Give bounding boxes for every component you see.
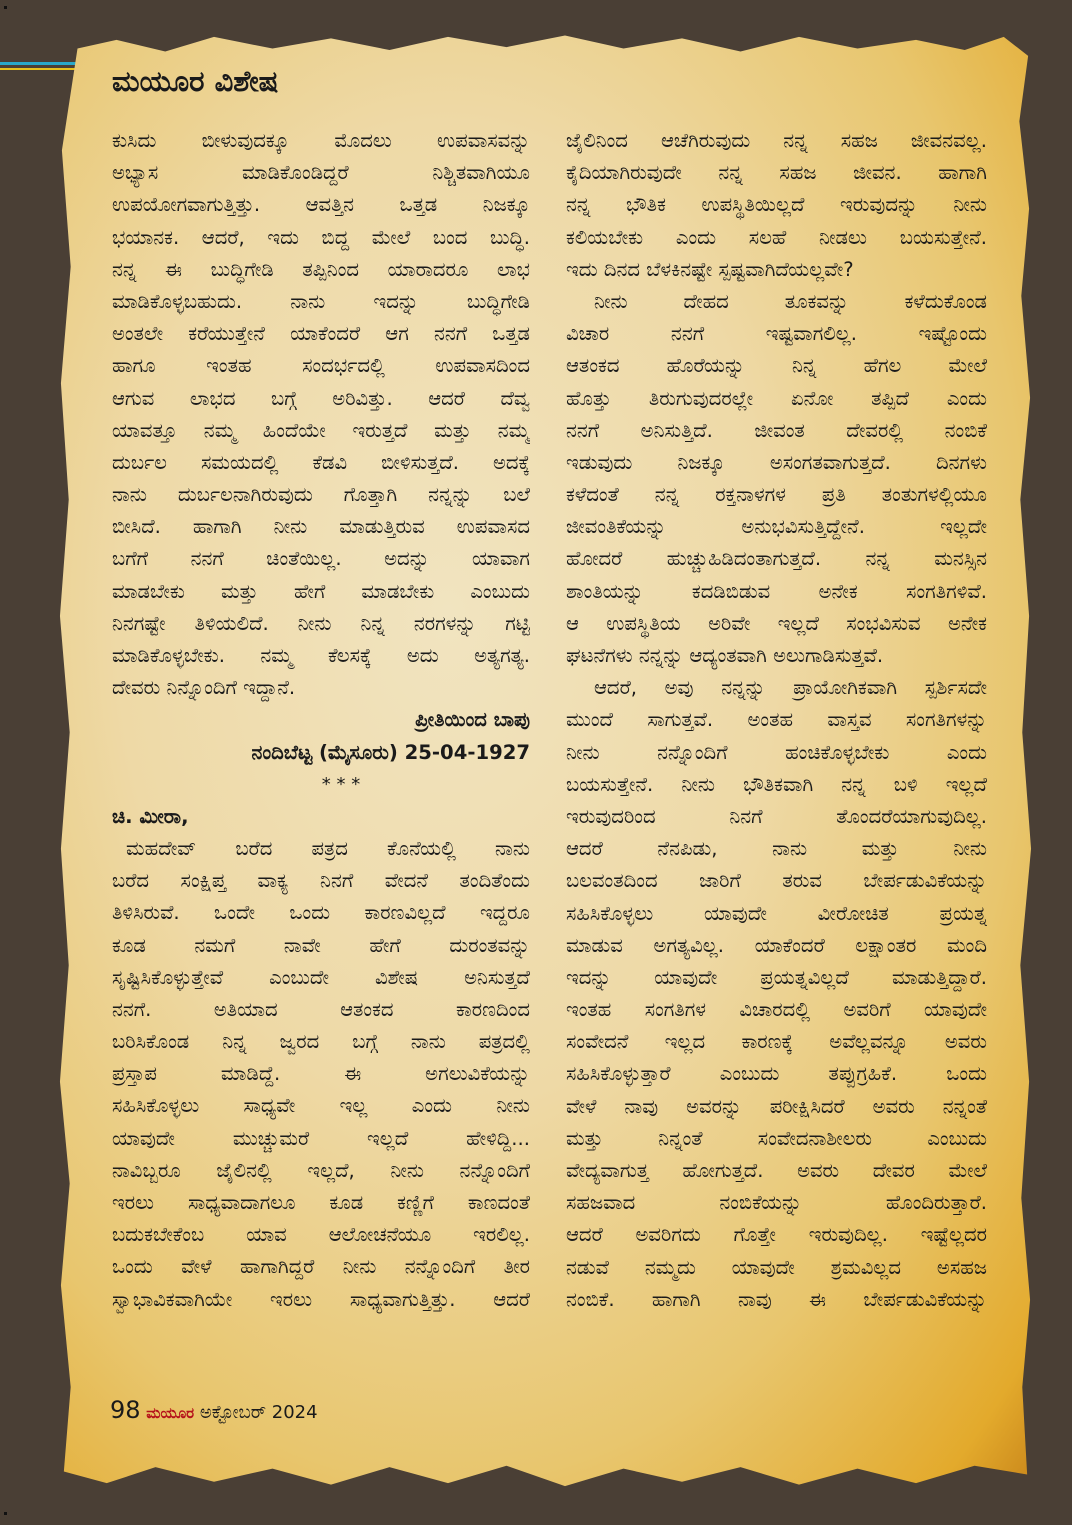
text-line: ಆಗುವ ಲಾಭದ ಬಗ್ಗೆ ಅರಿವಿತ್ತು. ಆದರೆ ದೆವ್ವ — [112, 386, 530, 410]
text-line: ಸಹಿಸಿಕೊಳ್ಳಲು ಸಾಧ್ಯವೇ ಇಲ್ಲ ಎಂದು ನೀನು — [112, 1094, 530, 1118]
text-line: ಮಾಡಿಕೊಳ್ಳಬಹುದು. ನಾನು ಇದನ್ನು ಬುದ್ಧಿಗೇಡಿ — [112, 289, 530, 313]
text-line: ಬದುಕಬೇಕೆಂಬ ಯಾವ ಆಲೋಚನೆಯೂ ಇರಲಿಲ್ಲ. — [112, 1223, 530, 1247]
paragraph — [566, 125, 987, 286]
text-line: ಬರಿಸಿಕೊಂಡ ನಿನ್ನ ಜ್ವರದ ಬಗ್ಗೆ ನಾನು ಪತ್ರದಲ್ಲಿ — [112, 1030, 530, 1054]
paragraph — [112, 125, 530, 704]
text-line: ಕೈದಿಯಾಗಿರುವುದೇ ನನ್ನ ಸಹಜ ಜೀವನ. ಹಾಗಾಗಿ — [566, 161, 987, 185]
text-line: ಮುಂದೆ ಸಾಗುತ್ತವೆ. ಅಂತಹ ವಾಸ್ತವ ಸಂಗತಿಗಳನ್ನು — [566, 708, 987, 732]
text-line: ಯಾವತ್ತೂ ನಮ್ಮ ಹಿಂದೆಯೇ ಇರುತ್ತದೆ ಮತ್ತು ನಮ್ಮ — [112, 418, 530, 442]
issue-date: ಅಕ್ಟೋಬರ್ 2024 — [199, 1402, 318, 1423]
left-column — [112, 125, 530, 1316]
text-line: ವಿಚಾರ ನನಗೆ ಇಷ್ಟವಾಗಲಿಲ್ಲ. ಇಷ್ಟೊಂದು — [566, 322, 987, 346]
text-line: ನನಗೆ. ಅತಿಯಾದ ಆತಂಕದ ಕಾರಣದಿಂದ — [112, 997, 530, 1021]
text-line: ಸೃಷ್ಟಿಸಿಕೊಳ್ಳುತ್ತೇವೆ ಎಂಬುದೇ ವಿಶೇಷ ಅನಿಸುತ್ತದೆ — [112, 965, 530, 989]
text-line: ಆದರೆ, ಅವು ನನ್ನನ್ನು ಪ್ರಾಯೋಗಿಕವಾಗಿ ಸ್ಪರ್ಶಿಸದೇ — [594, 676, 987, 700]
text-line: ಮಹದೇವ್ ಬರೆದ ಪತ್ರದ ಕೊನೆಯಲ್ಲಿ ನಾನು — [126, 836, 530, 860]
text-line: ನಂಬಿಕೆ. ಹಾಗಾಗಿ ನಾವು ಈ ಬೇರ್ಪಡುವಿಕೆಯನ್ನು — [566, 1287, 987, 1311]
text-line: ತಿಳಿಸಿರುವೆ. ಒಂದೇ ಒಂದು ಕಾರಣವಿಲ್ಲದೆ ಇದ್ದರೂ — [112, 901, 530, 925]
paragraph — [112, 833, 530, 1316]
text-line: ಇರಲು ಸಾಧ್ಯವಾದಾಗಲೂ ಕೂಡ ಕಣ್ಣಿಗೆ ಕಾಣದಂತೆ — [112, 1191, 530, 1214]
text-line: ಮಾಡುವ ಅಗತ್ಯವಿಲ್ಲ. ಯಾಕೆಂದರೆ ಲಕ್ಷಾಂತರ ಮಂದಿ — [566, 933, 987, 957]
text-line: ದೇವರು ನಿನ್ನೊಂದಿಗೆ ಇದ್ದಾನೆ. — [112, 676, 296, 700]
section-title: ಮಯೂರ ವಿಶೇಷ — [112, 64, 279, 98]
text-line: ಸಹಜವಾದ ನಂಬಿಕೆಯನ್ನು ಹೊಂದಿರುತ್ತಾರೆ. — [566, 1191, 987, 1215]
right-column — [566, 125, 987, 1316]
text-line: ನೀನು ನನ್ನೊಂದಿಗೆ ಹಂಚಿಕೊಳ್ಳಬೇಕು ಎಂದು — [566, 740, 987, 764]
text-line: ಆ ಉಪಸ್ಥಿತಿಯ ಅರಿವೇ ಇಲ್ಲದೆ ಸಂಭವಿಸುವ ಅನೇಕ — [566, 611, 987, 635]
text-line: ಕಳೆದಂತೆ ನನ್ನ ರಕ್ತನಾಳಗಳ ಪ್ರತಿ ತಂತುಗಳಲ್ಲಿಯೂ — [566, 483, 987, 507]
text-line: ಸಂವೇದನೆ ಇಲ್ಲದ ಕಾರಣಕ್ಕೆ ಅವೆಲ್ಲವನ್ನೂ ಅವರು — [566, 1030, 987, 1054]
page-number: 98 — [110, 1396, 141, 1424]
text-line: ಆದರೆ ನೆನಪಿಡು, ನಾನು ಮತ್ತು ನೀನು — [566, 837, 987, 861]
text-line: ದುರ್ಬಲ ಸಮಯದಲ್ಲಿ ಕೆಡವಿ ಬೀಳಿಸುತ್ತದೆ. ಅದಕ್ಕೆ — [112, 450, 530, 474]
letter-salutation: ಚಿ. ಮೀರಾ, — [112, 804, 189, 828]
text-line: ನಡುವೆ ನಮ್ಮದು ಯಾವುದೇ ಶ್ರಮವಿಲ್ಲದ ಅಸಹಜ — [566, 1255, 987, 1279]
text-line: ಆತಂಕದ ಹೊರೆಯನ್ನು ನಿನ್ನ ಹೆಗಲ ಮೇಲೆ — [566, 354, 987, 378]
trim-mark — [4, 6, 7, 9]
text-line: ನಾವಿಬ್ಬರೂ ಜೈಲಿನಲ್ಲಿ ಇಲ್ಲದೆ, ನೀನು ನನ್ನೊಂದಿಗೆ — [112, 1158, 530, 1182]
text-line: ಉಪಯೋಗವಾಗುತ್ತಿತ್ತು. ಆವತ್ತಿನ ಒತ್ತಡ ನಿಜಕ್ಕೂ — [112, 193, 530, 217]
text-line: ಸಹಿಸಿಕೊಳ್ಳುತ್ತಾರೆ ಎಂಬುದು ತಪ್ಪುಗ್ರಹಿಕೆ. ಒಂದು — [566, 1062, 987, 1086]
text-line: ಇದು ದಿನದ ಬೆಳಕಿನಷ್ಟೇ ಸ್ಪಷ್ಟವಾಗಿದೆಯಲ್ಲವೇ? — [566, 257, 854, 281]
text-line: ಬಗೆಗೆ ನನಗೆ ಚಿಂತೆಯಿಲ್ಲ. ಅದನ್ನು ಯಾವಾಗ — [112, 547, 530, 571]
magazine-logo: ಮಯೂರ — [146, 1404, 195, 1422]
text-line: ಶಾಂತಿಯನ್ನು ಕದಡಿಬಿಡುವ ಅನೇಕ ಸಂಗತಿಗಳಿವೆ. — [566, 579, 987, 603]
text-line: ಪ್ರಸ್ತಾಪ ಮಾಡಿದ್ದೆ. ಈ ಅಗಲುವಿಕೆಯನ್ನು — [112, 1062, 530, 1086]
text-line: ನನ್ನ ಈ ಬುದ್ಧಿಗೇಡಿ ತಪ್ಪಿನಿಂದ ಯಾರಾದರೂ ಲಾಭ — [112, 257, 530, 281]
text-line: ಕೂಡ ನಮಗೆ ನಾವೇ ಹೇಗೆ ದುರಂತವನ್ನು — [112, 933, 530, 957]
text-line: ಬರೆದ ಸಂಕ್ಷಿಪ್ತ ವಾಕ್ಯ ನಿನಗೆ ವೇದನೆ ತಂದಿತೆಂದು — [112, 869, 530, 893]
text-line: ನಾನು ದುರ್ಬಲನಾಗಿರುವುದು ಗೊತ್ತಾಗಿ ನನ್ನನ್ನು ಬಲೆ — [112, 483, 530, 507]
text-line: ಕುಸಿದು ಬೀಳುವುದಕ್ಕೂ ಮೊದಲು ಉಪವಾಸವನ್ನು — [112, 129, 530, 152]
text-line: ಅಂತಲೇ ಕರೆಯುತ್ತೇನೆ ಯಾಕೆಂದರೆ ಆಗ ನನಗೆ ಒತ್ತಡ — [112, 322, 530, 346]
text-line: ವೇದ್ಯವಾಗುತ್ತ ಹೋಗುತ್ತದೆ. ಅವರು ದೇವರ ಮೇಲೆ — [566, 1159, 987, 1182]
text-line: ಸ್ವಾಭಾವಿಕವಾಗಿಯೇ ಇರಲು ಸಾಧ್ಯವಾಗುತ್ತಿತ್ತು. ಆದರೆ — [112, 1287, 530, 1311]
text-line: ಯಾವುದೇ ಮುಚ್ಚುಮರೆ ಇಲ್ಲದೆ ಹೇಳಿದ್ದಿ... — [112, 1126, 530, 1150]
page-footer — [110, 1396, 318, 1424]
text-line: ಬೀಸಿದೆ. ಹಾಗಾಗಿ ನೀನು ಮಾಡುತ್ತಿರುವ ಉಪವಾಸದ — [112, 515, 530, 539]
text-line: ಅಭ್ಯಾಸ ಮಾಡಿಕೊಂಡಿದ್ದರೆ ನಿಶ್ಚಿತವಾಗಿಯೂ — [112, 161, 530, 185]
paragraph — [566, 286, 987, 672]
letter-place-date: ನಂದಿಬೆಟ್ಟ (ಮೈಸೂರು) 25-04-1927 — [251, 740, 530, 764]
text-line: ಭಯಾನಕ. ಆದರೆ, ಇದು ಬಿದ್ದ ಮೇಲೆ ಬಂದ ಬುದ್ಧಿ. — [112, 225, 530, 249]
text-line: ಇಂತಹ ಸಂಗತಿಗಳ ವಿಚಾರದಲ್ಲಿ ಅವರಿಗೆ ಯಾವುದೇ — [566, 998, 987, 1022]
text-line: ಜೀವಂತಿಕೆಯನ್ನು ಅನುಭವಿಸುತ್ತಿದ್ದೇನೆ. ಇಲ್ಲದೇ — [566, 515, 987, 539]
text-line: ಮತ್ತು ನಿನ್ನಂತೆ ಸಂವೇದನಾಶೀಲರು ಎಂಬುದು — [566, 1126, 987, 1150]
text-line: ಜೈಲಿನಿಂದ ಆಚೆಗಿರುವುದು ನನ್ನ ಸಹಜ ಜೀವನವಲ್ಲ. — [566, 129, 987, 152]
text-line: ಹೊತ್ತು ತಿರುಗುವುದರಲ್ಲೇ ಏನೋ ತಪ್ಪಿದೆ ಎಂದು — [566, 386, 987, 410]
trim-mark — [4, 1512, 7, 1515]
text-line: ನನ್ನ ಭೌತಿಕ ಉಪಸ್ಥಿತಿಯಿಲ್ಲದೆ ಇರುವುದನ್ನು ನೀನು — [566, 193, 987, 217]
text-line: ಘಟನೆಗಳು ನನ್ನನ್ನು ಆದ್ಯಂತವಾಗಿ ಅಲುಗಾಡಿಸುತ್ತವೆ. — [566, 644, 884, 667]
text-line: ಹಾಗೂ ಇಂತಹ ಸಂದರ್ಭದಲ್ಲಿ ಉಪವಾಸದಿಂದ — [112, 354, 530, 378]
text-line: ನೀನು ದೇಹದ ತೂಕವನ್ನು ಕಳೆದುಕೊಂಡ — [594, 289, 987, 313]
text-line: ವೇಳೆ ನಾವು ಅವರನ್ನು ಪರೀಕ್ಷಿಸಿದರೆ ಅವರು ನನ್ನಂತೆ — [566, 1094, 987, 1118]
letter-signoff: ಪ್ರೀತಿಯಿಂದ ಬಾಪು — [415, 708, 530, 732]
text-line: ಆದರೆ ಅವರಿಗದು ಗೊತ್ತೇ ಇರುವುದಿಲ್ಲ. ಇಷ್ಟೆಲ್ಲದರ — [566, 1223, 987, 1247]
paragraph — [566, 672, 987, 1316]
text-line: ಮಾಡಬೇಕು ಮತ್ತು ಹೇಗೆ ಮಾಡಬೇಕು ಎಂಬುದು — [112, 579, 530, 603]
text-line: ಬಲವಂತದಿಂದ ಜಾರಿಗೆ ತರುವ ಬೇರ್ಪಡುವಿಕೆಯನ್ನು — [566, 869, 987, 893]
text-line: ಸಹಿಸಿಕೊಳ್ಳಲು ಯಾವುದೇ ವೀರೋಚಿತ ಪ್ರಯತ್ನ — [566, 901, 987, 925]
text-line: ಕಲಿಯಬೇಕು ಎಂದು ಸಲಹೆ ನೀಡಲು ಬಯಸುತ್ತೇನೆ. — [566, 225, 987, 249]
text-line: ಇಡುವುದು ನಿಜಕ್ಕೂ ಅಸಂಗತವಾಗುತ್ತದೆ. ದಿನಗಳು — [566, 450, 987, 474]
text-line: ನಿನಗಷ್ಟೇ ತಿಳಿಯಲಿದೆ. ನೀನು ನಿನ್ನ ನರಗಳನ್ನು ಗಟ್ಟಿ — [112, 611, 530, 635]
text-line: ಬಯಸುತ್ತೇನೆ. ನೀನು ಭೌತಿಕವಾಗಿ ನನ್ನ ಬಳಿ ಇಲ್ಲದೆ — [566, 772, 987, 796]
text-line: ಒಂದು ವೇಳೆ ಹಾಗಾಗಿದ್ದರೆ ನೀನು ನನ್ನೊಂದಿಗೆ ತೀರ — [112, 1255, 530, 1279]
section-separator: * * * — [321, 773, 361, 795]
text-line: ಇರುವುದರಿಂದ ನಿನಗೆ ತೊಂದರೆಯಾಗುವುದಿಲ್ಲ. — [566, 804, 987, 828]
text-line: ನನಗೆ ಅನಿಸುತ್ತಿದೆ. ಜೀವಂತ ದೇವರಲ್ಲಿ ನಂಬಿಕೆ — [566, 418, 987, 442]
text-line: ಹೋದರೆ ಹುಚ್ಚುಹಿಡಿದಂತಾಗುತ್ತದೆ. ನನ್ನ ಮನಸ್ಸಿನ — [566, 547, 987, 571]
text-line: ಇದನ್ನು ಯಾವುದೇ ಪ್ರಯತ್ನವಿಲ್ಲದೆ ಮಾಡುತ್ತಿದ್ದಾರೆ. — [566, 965, 987, 989]
text-line: ಮಾಡಿಕೊಳ್ಳಬೇಕು. ನಮ್ಮ ಕೆಲಸಕ್ಕೆ ಅದು ಅತ್ಯಗತ್ಯ. — [112, 644, 530, 667]
